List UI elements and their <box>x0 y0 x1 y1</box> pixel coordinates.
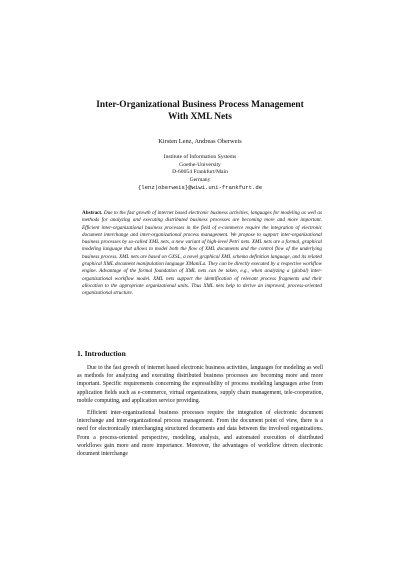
section-body <box>77 364 323 458</box>
title-line-1: Inter-Organizational Business Process Management <box>96 100 304 110</box>
title-line-2: With XML Nets <box>168 112 232 122</box>
affiliation-university: Goethe-University <box>179 161 221 168</box>
section-heading: 1. Introduction <box>77 349 126 358</box>
body-paragraph-2: Efficient inter-organizational business processes require the integration of electronic document interchange and inter-organizational process management. From the document point of view, there is a need for electronically interchanging structured documents and data between the involved organizations. From a process-oriented perspective, modeling, analysis, and automated execution of distributed workflows gain more and more importance. Moreover, the advantages of workflow driven electronic document interchange <box>77 410 323 458</box>
paper-title <box>40 99 360 123</box>
abstract-label: Abstract. <box>82 210 103 216</box>
author-names: Kirsten Lenz, Andreas Oberweis <box>158 138 242 145</box>
affiliation-city: D-60054 Frankfurt/Main <box>172 169 228 176</box>
affiliation-institute: Institute of Information Systems <box>163 154 237 160</box>
affiliation-country: Germany <box>189 176 211 183</box>
abstract <box>82 210 322 298</box>
body-paragraph-1: Due to the fast growth of internet based electronic business activities, languages for modeling as well as methods for analyzing and executing distributed business processes are becoming more and more important. Specific requirements concerning the expressibility of process modeling languages arise from application fields such as e-commerce, virtual organizations, supply chain management, tele-cooperation, mobile computing, and application service providing. <box>77 365 323 404</box>
abstract-text: Due to the fast growth of internet based electronic business activities, languages for modeling as well as methods for analyzing and executing distributed business processes are becoming more and more important. Efficient inter-organizational business processes in the field of e-commerce require the integration of electronic document interchange and inter-organizational process management. We propose to support inter-organizational business processes by so-called XML nets, a new variant of high-level Petri nets. XML nets are a formal, graphical modeling language that allows to model both the flow of XML documents and the control flow of the underlying business process. XML nets are based on GXSL, a novel graphical XML schema definition language, and its related graphical XML document manipulation language XManiLa. They can be directly executed by a respective workflow engine. Advantage of the formal foundation of XML nets can be taken, e.g., when analyzing a (global) inter-organizational workflow model. XML nets support the identification of relevant process fragments and their allocation to the appropriate organizational units. Thus XML nets help to derive an improved, process-oriented organizational structure. <box>82 210 322 297</box>
affiliation-email: {lenz|oberweis}@wiwi.uni-frankfurt.de <box>137 184 263 192</box>
affiliation-block <box>40 154 360 192</box>
